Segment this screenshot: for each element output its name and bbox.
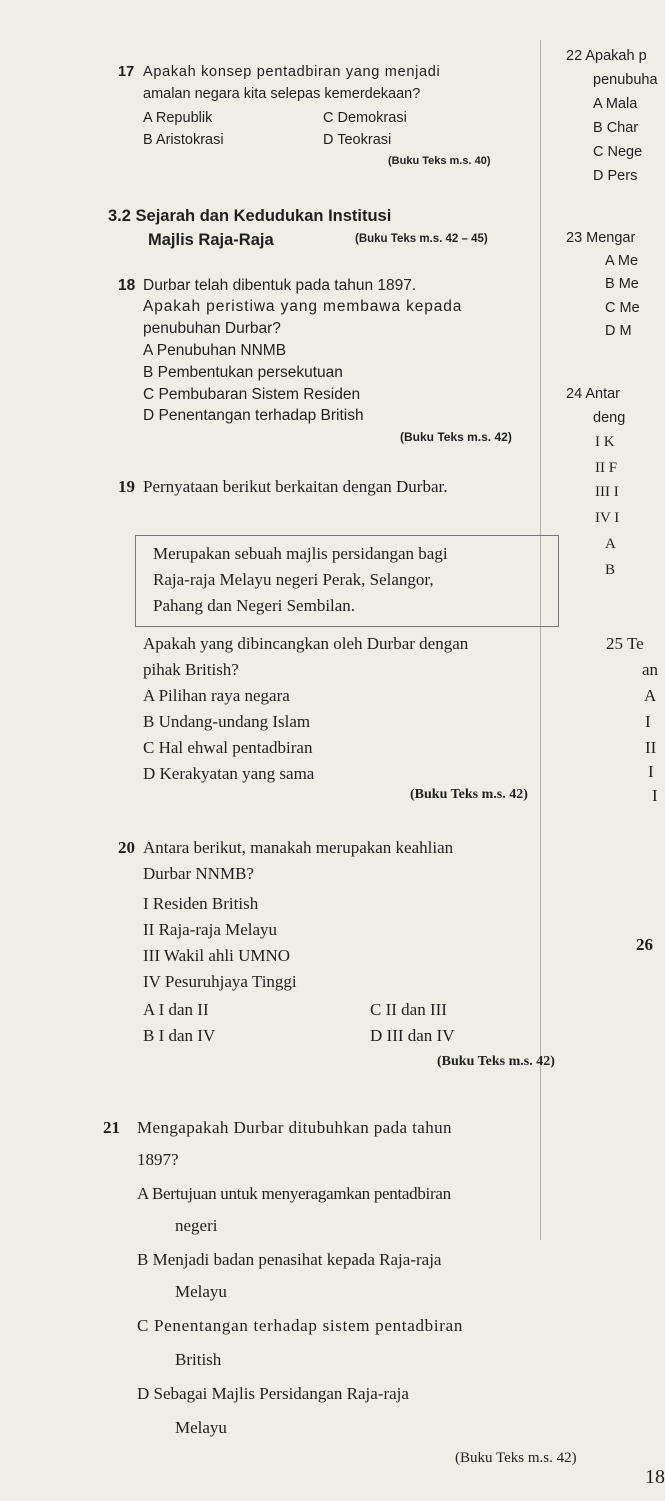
q22-option-d: D Pers [593, 168, 638, 184]
q22-option-b: B Char [593, 120, 639, 136]
page-number: 18 [645, 1466, 665, 1488]
q20-option-c: C II dan III [370, 1000, 447, 1019]
q19-box-line1: Merupakan sebuah majlis persidangan bagi [153, 544, 448, 563]
q24-line2: deng [593, 410, 626, 426]
q21-option-c-line2: British [175, 1350, 222, 1369]
q22-line2: penubuha [593, 72, 658, 88]
q19-option-a: A Pilihan raya negara [143, 686, 290, 705]
q18-option-b: B Pembentukan persekutuan [143, 364, 343, 381]
q21-option-b-line2: Melayu [175, 1282, 227, 1301]
q19-box-line2: Raja-raja Melayu negeri Perak, Selangor, [153, 570, 434, 589]
q17-option-a: A Republik [143, 110, 213, 126]
q25-option-a: A [644, 686, 657, 705]
q22-line1: 22 Apakah p [566, 48, 647, 64]
q22-option-c: C Nege [593, 144, 643, 160]
q21-option-d-line1: D Sebagai Majlis Persidangan Raja-raja [137, 1384, 409, 1403]
q20-option-d: D III dan IV [370, 1026, 455, 1045]
q25-item-ii: II [645, 738, 657, 757]
section-subtitle: Majlis Raja-Raja [148, 231, 274, 249]
q19-option-c: C Hal ehwal pentadbiran [143, 738, 313, 757]
q24-item-iv: IV I [595, 510, 620, 526]
q20-item-iv: IV Pesuruhjaya Tinggi [143, 972, 297, 991]
q18-line2: Apakah peristiwa yang membawa kepada [143, 298, 463, 315]
q18-line1: Durbar telah dibentuk pada tahun 1897. [143, 277, 417, 294]
q17-source: (Buku Teks m.s. 40) [388, 155, 491, 167]
q21-option-a-line2: negeri [175, 1216, 218, 1235]
q17-line2: amalan negara kita selepas kemerdekaan? [143, 86, 421, 102]
q25-item-iii: I [648, 762, 654, 781]
q21-option-d-line2: Melayu [175, 1418, 227, 1437]
q23-option-d: D M [605, 323, 632, 339]
q21-line1: Mengapakah Durbar ditubuhkan pada tahun [137, 1118, 452, 1137]
q21-line2: 1897? [137, 1150, 179, 1169]
q19-ask-line2: pihak British? [143, 660, 239, 679]
q19-ask-line1: Apakah yang dibincangkan oleh Durbar dengan [143, 634, 469, 653]
q25-item-i: I [645, 712, 651, 731]
section-source: (Buku Teks m.s. 42 – 45) [355, 233, 488, 245]
q17-option-c: C Demokrasi [323, 110, 407, 126]
q19-line1: Pernyataan berikut berkaitan dengan Durbar. [143, 477, 448, 496]
q18-line3: penubuhan Durbar? [143, 320, 281, 337]
q18-option-a: A Penubuhan NNMB [143, 342, 287, 359]
q19-option-b: B Undang-undang Islam [143, 712, 311, 731]
q23-option-b: B Me [605, 276, 639, 292]
q20-line2: Durbar NNMB? [143, 864, 254, 883]
q23-option-c: C Me [605, 300, 640, 316]
section-title: 3.2 Sejarah dan Kedudukan Institusi [108, 207, 392, 225]
q21-option-b-line1: B Menjadi badan penasihat kepada Raja-raja [137, 1250, 442, 1269]
q24-option-b: B [605, 562, 616, 578]
q19-box-line3: Pahang dan Negeri Sembilan. [153, 596, 356, 615]
q20-option-b: B I dan IV [143, 1026, 216, 1045]
q19-number: 19 [118, 477, 135, 496]
q18-option-c: C Pembubaran Sistem Residen [143, 386, 361, 403]
q21-number: 21 [103, 1118, 120, 1137]
q18-source: (Buku Teks m.s. 42) [400, 430, 512, 444]
q24-option-a: A [605, 536, 616, 552]
q19-option-d: D Kerakyatan yang sama [143, 764, 315, 783]
q25-item-iv: I [652, 786, 658, 805]
q18-number: 18 [118, 277, 136, 294]
q20-option-a: A I dan II [143, 1000, 209, 1019]
q23-line1: 23 Mengar [566, 230, 636, 246]
q20-item-iii: III Wakil ahli UMNO [143, 946, 291, 965]
q24-item-ii: II F [595, 460, 618, 476]
q23-option-a: A Me [605, 253, 639, 269]
q20-source: (Buku Teks m.s. 42) [437, 1054, 555, 1069]
q25-line2: an [642, 660, 659, 679]
q19-source: (Buku Teks m.s. 42) [410, 787, 528, 802]
q17-number: 17 [118, 64, 135, 80]
q20-number: 20 [118, 838, 135, 857]
q21-option-c-line1: C Penentangan terhadap sistem pentadbiran [137, 1316, 464, 1335]
q21-option-a-line1: A Bertujuan untuk menyeragamkan pentadbiran [137, 1184, 451, 1203]
q20-line1: Antara berikut, manakah merupakan keahlian [143, 838, 454, 857]
q20-item-ii: II Raja-raja Melayu [143, 920, 278, 939]
q18-option-d: D Penentangan terhadap British [143, 407, 364, 424]
q17-option-b: B Aristokrasi [143, 132, 224, 148]
q25-line1: 25 Te [606, 634, 644, 653]
q24-line1: 24 Antar [566, 386, 621, 402]
q22-option-a: A Mala [593, 96, 638, 112]
q21-source: (Buku Teks m.s. 42) [455, 1450, 577, 1466]
q20-item-i: I Residen British [143, 894, 259, 913]
q26-number: 26 [636, 935, 653, 954]
q17-line1: Apakah konsep pentadbiran yang menjadi [143, 64, 441, 80]
q17-option-d: D Teokrasi [323, 132, 392, 148]
q24-item-i: I K [595, 434, 615, 450]
q24-item-iii: III I [595, 484, 619, 500]
